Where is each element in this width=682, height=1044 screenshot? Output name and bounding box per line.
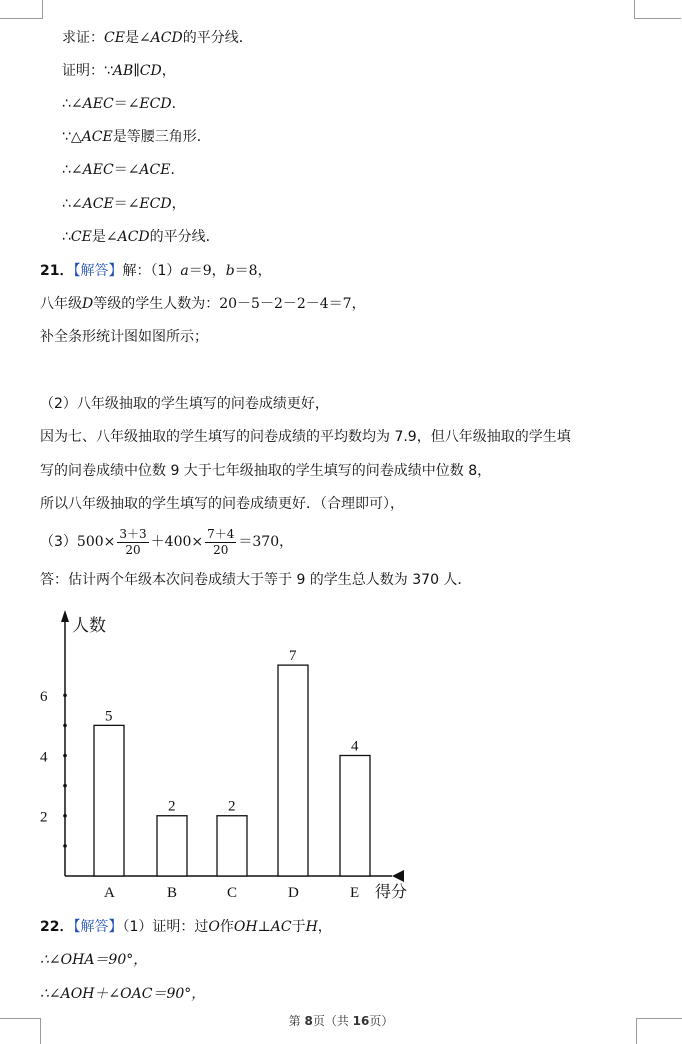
proof-step-3: ∴∠AEC＝∠ACE． bbox=[62, 162, 185, 178]
y-tick-label: 2 bbox=[40, 809, 48, 826]
bar-C bbox=[217, 816, 247, 876]
proof-step-4: ∴∠ACE＝∠ECD， bbox=[62, 196, 186, 212]
q21-grade-d-count: 八年级D等级的学生人数为：20－5－2－2－4＝7， bbox=[40, 296, 366, 312]
data-label-E: 4 bbox=[351, 738, 359, 755]
data-label-C: 2 bbox=[228, 798, 236, 815]
bar-A bbox=[94, 725, 124, 876]
data-label-A: 5 bbox=[105, 708, 113, 725]
answer-tag: 【解答】 bbox=[73, 919, 123, 935]
q21-complete-chart: 补全条形统计图如图所示； bbox=[40, 329, 208, 345]
bar-chart bbox=[30, 600, 420, 905]
y-tick-dot bbox=[63, 693, 67, 697]
y-tick-label: 4 bbox=[40, 749, 48, 766]
q21-part2: （2）八年级抽取的学生填写的问卷成绩更好， bbox=[40, 396, 329, 412]
page-footer: 第 8页（共 16页） bbox=[288, 1014, 394, 1028]
y-axis-arrow bbox=[61, 610, 69, 622]
x-tick-label-B: B bbox=[167, 885, 178, 901]
proof-to-prove: 求证：CE是∠ACD的平分线． bbox=[62, 30, 253, 46]
x-axis-arrow bbox=[392, 870, 404, 882]
x-tick-label-D: D bbox=[288, 885, 299, 901]
proof-intro: 证明：∵AB∥CD， bbox=[62, 63, 176, 79]
q21-answer: 答：估计两个年级本次问卷成绩大于等于 9 的学生总人数为 370 人． bbox=[40, 572, 472, 588]
crop-mark-top-right bbox=[634, 0, 681, 19]
fraction-2: $\frac{7+4}{20}$ bbox=[207, 526, 235, 557]
proof-step-1: ∴∠AEC＝∠ECD． bbox=[62, 96, 186, 112]
x-axis-label: 得分 bbox=[375, 884, 408, 901]
bar-D bbox=[278, 665, 308, 876]
q22-line2: ∴∠OHA＝90°， bbox=[40, 952, 148, 968]
crop-mark-top-left bbox=[0, 0, 43, 19]
q22-line1: 22．【解答】（1）证明：过O作OH⊥AC于H， bbox=[40, 919, 332, 935]
q21-part1: 21．【解答】解：（1）a＝9，b＝8， bbox=[40, 263, 272, 279]
x-tick-label-E: E bbox=[350, 885, 360, 901]
y-tick-dot bbox=[63, 784, 67, 788]
answer-tag: 【解答】 bbox=[73, 263, 123, 279]
y-tick-dot bbox=[63, 814, 67, 818]
proof-conclusion: ∴CE是∠ACD的平分线． bbox=[62, 229, 220, 245]
y-tick-dot bbox=[63, 844, 67, 848]
bar-B bbox=[157, 816, 187, 876]
x-tick-label-C: C bbox=[227, 885, 238, 901]
data-label-B: 2 bbox=[168, 798, 176, 815]
y-tick-dot bbox=[63, 724, 67, 728]
y-axis-label: 人数 bbox=[72, 616, 106, 635]
q21-reason-line2: 写的问卷成绩中位数 9 大于七年级抽取的学生填写的问卷成绩中位数 8， bbox=[40, 463, 492, 479]
y-tick-dot bbox=[63, 754, 67, 758]
q21-conclusion: 所以八年级抽取的学生填写的问卷成绩更好．（合理即可）， bbox=[40, 496, 404, 512]
bar-E bbox=[340, 755, 370, 876]
y-tick-label: 6 bbox=[40, 689, 48, 706]
q21-reason-line1: 因为七、八年级抽取的学生填写的问卷成绩的平均数均为 7.9，但八年级抽取的学生填 bbox=[40, 429, 571, 445]
fraction-1: $\frac{3+3}{20}$ bbox=[119, 526, 147, 557]
q22-line3: ∴∠AOH＋∠OAC＝90°， bbox=[40, 986, 206, 1002]
q21-part3-formula: （3）500× $\frac{3+3}{20}$ ＋400× $\frac{7+4}{20}$ ＝370， bbox=[40, 526, 294, 557]
x-tick-label-A: A bbox=[104, 885, 115, 901]
data-label-D: 7 bbox=[289, 648, 297, 665]
proof-step-2: ∵△ACE是等腰三角形． bbox=[62, 129, 211, 145]
